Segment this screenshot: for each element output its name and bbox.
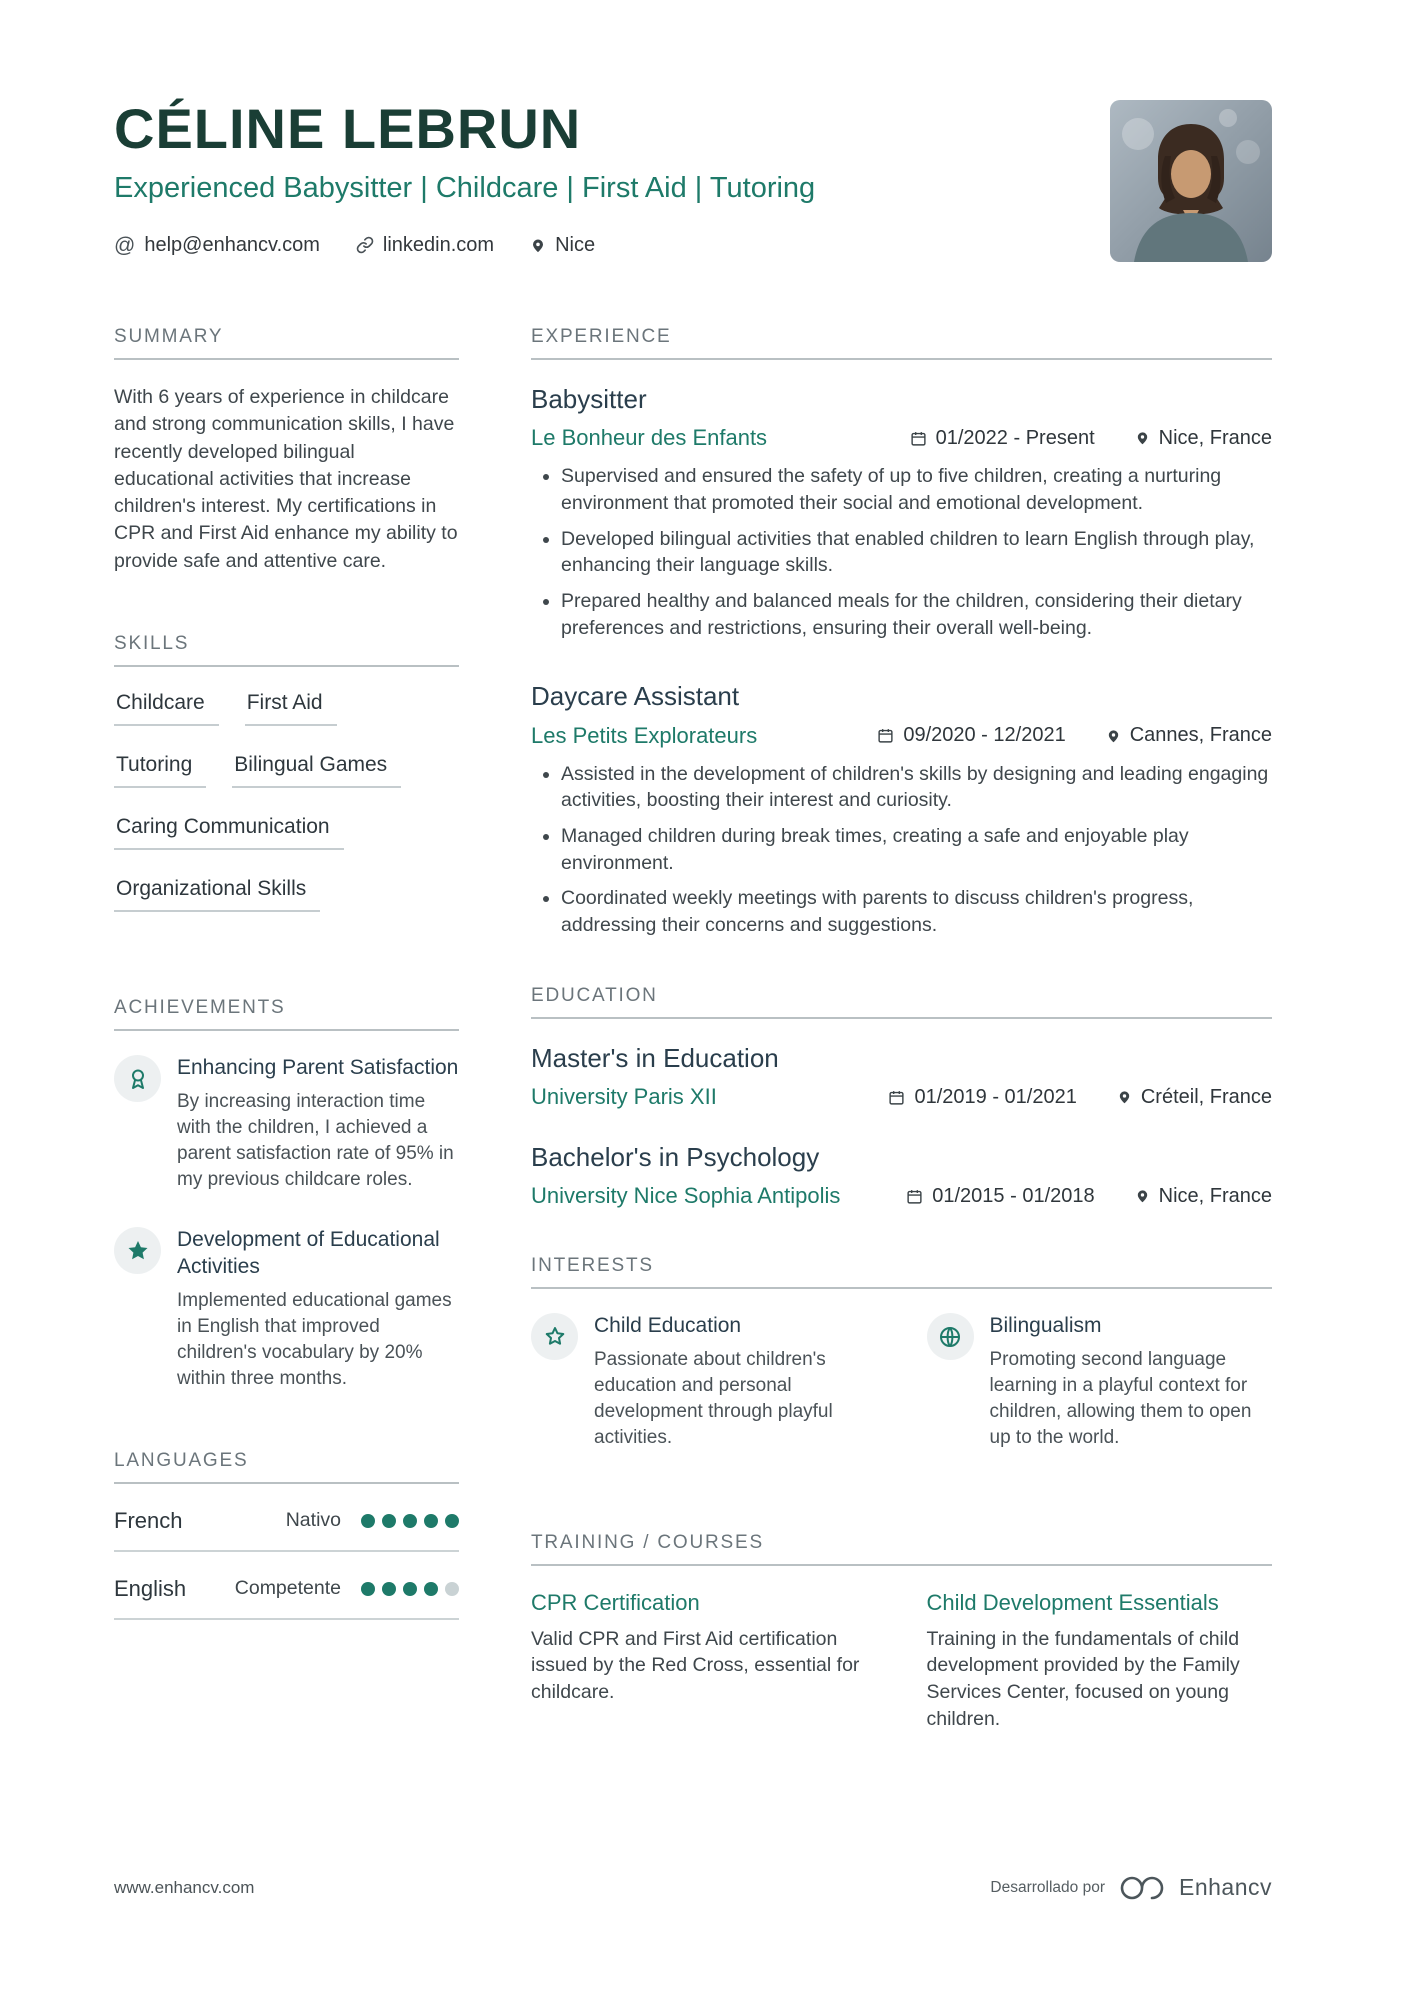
summary-text: With 6 years of experience in childcare and strong communication skills, I have recently developed bilingual educational activities that increase children's interest. My certifications in CPR and First Aid enhance my ability to provide safe and attentive care.: [114, 386, 458, 572]
linkedin-text: linkedin.com: [382, 233, 495, 256]
experience-item: [531, 681, 1272, 938]
education-section: [531, 985, 1272, 1209]
interests-section: [531, 1255, 1272, 1485]
powered-by: [990, 1874, 1272, 1901]
experience-bullet: • Prepared healthy and balanced meals for the children, considering their dietary preferences and restrictions, ensuring their overall well-being.: [561, 588, 1272, 641]
location-icon: [1135, 1187, 1150, 1205]
skill-item: Childcare: [114, 691, 219, 726]
training-section: [531, 1532, 1272, 1733]
interest-text: Passionate about children's education and personal development through playful activities.: [594, 1349, 833, 1449]
language-level: Competente: [234, 1577, 341, 1600]
skills-list: [114, 691, 459, 939]
experience-bullet: • Developed bilingual activities that enabled children to learn English through play, enhancing their language skills.: [561, 526, 1272, 579]
language-row: [114, 1576, 459, 1620]
achievement-title: Enhancing Parent Satisfaction: [177, 1056, 459, 1080]
job-location-text: Nice, France: [1158, 426, 1272, 449]
job-company: Le Bonheur des Enfants: [531, 425, 768, 451]
job-role: Babysitter: [531, 384, 647, 414]
right-column: [531, 326, 1272, 1778]
course-title: Child Development Essentials: [926, 1589, 1219, 1615]
person-name: CÉLINE LEBRUN: [114, 97, 582, 160]
location-icon: [530, 236, 546, 255]
location-text: Nice: [555, 233, 596, 256]
interest-title: Bilingualism: [989, 1314, 1102, 1338]
interest-item: [531, 1313, 877, 1451]
skill-item: Bilingual Games: [232, 753, 401, 788]
experience-section: [531, 326, 1272, 939]
job-location: [1135, 427, 1272, 450]
education-heading: EDUCATION: [531, 985, 1272, 1019]
star-badge-icon: [531, 1313, 578, 1360]
languages-section: [114, 1450, 459, 1620]
header: [114, 97, 1272, 262]
interests-grid: [531, 1313, 1272, 1485]
course-text: Training in the fundamentals of child development provided by the Family Services Center, focused on young children.: [926, 1627, 1240, 1730]
person-headline: Experienced Babysitter | Childcare | First Aid | Tutoring: [114, 171, 816, 204]
education-location: [1117, 1086, 1272, 1109]
language-name: French: [114, 1507, 183, 1533]
summary-heading: SUMMARY: [114, 326, 459, 360]
job-company: Les Petits Explorateurs: [531, 722, 758, 748]
left-column: [114, 326, 459, 1778]
skill-item: First Aid: [245, 691, 337, 726]
interest-text: Promoting second language learning in a playful context for children, allowing them to open up to the world.: [989, 1349, 1252, 1449]
experience-bullet: • Supervised and ensured the safety of up to five children, creating a nurturing environment that promoted their social and emotional development.: [561, 463, 1272, 516]
calendar-icon: [906, 1188, 923, 1205]
interest-item: [927, 1313, 1273, 1451]
job-meta: [531, 425, 1272, 451]
calendar-icon: [910, 430, 927, 447]
enhancv-brand-text: Enhancv: [1178, 1874, 1272, 1900]
course-title: CPR Certification: [531, 1589, 700, 1615]
header-text-block: [114, 97, 816, 257]
achievements-heading: ACHIEVEMENTS: [114, 997, 459, 1031]
job-bullets: [531, 761, 1272, 939]
education-item: [531, 1043, 1272, 1110]
interest-body: [990, 1313, 1273, 1451]
content-columns: [114, 326, 1272, 1778]
school-name: University Paris XII: [531, 1084, 717, 1109]
location-contact: [530, 234, 595, 257]
education-dates: [906, 1185, 1094, 1208]
language-proficiency-dots: [361, 1582, 459, 1596]
footer: [114, 1874, 1272, 1901]
location-icon: [1117, 1088, 1132, 1106]
course-item: [531, 1590, 877, 1733]
interest-title: Child Education: [594, 1314, 742, 1338]
profile-photo: [1110, 100, 1272, 262]
experience-bullet: • Assisted in the development of children's skills by designing and leading engaging activities, boosting their interest and curiosity.: [561, 761, 1272, 814]
email-text: help@enhancv.com: [144, 233, 320, 256]
language-name: English: [114, 1575, 187, 1601]
course-text: Valid CPR and First Aid certification issued by the Red Cross, essential for childcare.: [531, 1627, 860, 1703]
education-dates-text: 01/2019 - 01/2021: [914, 1085, 1077, 1108]
achievement-body: [177, 1227, 459, 1392]
achievement-body: [177, 1055, 459, 1193]
at-icon: @: [114, 233, 136, 257]
achievement-item: [114, 1055, 459, 1193]
experience-bullet: • Managed children during break times, creating a safe and enjoyable play environment.: [561, 823, 1272, 876]
footer-website-link[interactable]: www.enhancv.com: [114, 1877, 255, 1897]
portrait-image: [1110, 100, 1272, 262]
job-dates: [877, 724, 1065, 747]
training-grid: [531, 1590, 1272, 1733]
globe-icon: [927, 1313, 974, 1360]
education-item: [531, 1142, 1272, 1209]
experience-heading: EXPERIENCE: [531, 326, 1272, 360]
degree-title: Master's in Education: [531, 1042, 779, 1073]
education-location-text: Nice, France: [1158, 1184, 1272, 1207]
job-dates-text: 01/2022 - Present: [935, 426, 1095, 449]
job-location-text: Cannes, France: [1129, 724, 1272, 747]
achievement-title: Development of Educational Activities: [177, 1228, 440, 1278]
powered-by-label: Desarrollado por: [990, 1878, 1105, 1896]
job-dates-text: 09/2020 - 12/2021: [903, 724, 1066, 747]
language-row: [114, 1508, 459, 1552]
email-contact[interactable]: [114, 234, 320, 257]
education-meta: [531, 1084, 1272, 1110]
job-dates: [910, 427, 1095, 450]
course-item: [927, 1590, 1273, 1733]
languages-heading: LANGUAGES: [114, 1450, 459, 1484]
experience-bullet: • Coordinated weekly meetings with parents to discuss children's progress, addressing their concerns and suggestions.: [561, 885, 1272, 938]
linkedin-contact[interactable]: [356, 234, 494, 257]
interests-heading: INTERESTS: [531, 1255, 1272, 1289]
achievement-text: By increasing interaction time with the children, I achieved a parent satisfaction rate of 95% in my previous childcare roles.: [177, 1091, 454, 1191]
training-heading: TRAINING / COURSES: [531, 1532, 1272, 1566]
link-icon: [356, 236, 374, 254]
achievements-section: [114, 997, 459, 1392]
achievement-text: Implemented educational games in English that improved children's vocabulary by 20% within three months.: [177, 1289, 452, 1389]
education-meta: [531, 1183, 1272, 1209]
education-dates: [888, 1086, 1076, 1109]
summary-section: [114, 326, 459, 575]
skills-section: [114, 633, 459, 939]
education-location-text: Créteil, France: [1140, 1085, 1272, 1108]
job-bullets: [531, 463, 1272, 641]
skill-item: Caring Communication: [114, 815, 344, 850]
star-icon: [114, 1227, 161, 1274]
location-icon: [1135, 429, 1150, 447]
skill-item: Organizational Skills: [114, 877, 320, 912]
ribbon-award-icon: [114, 1055, 161, 1102]
experience-item: [531, 384, 1272, 641]
job-meta: [531, 723, 1272, 749]
contact-row: [114, 234, 815, 257]
education-dates-text: 01/2015 - 01/2018: [932, 1184, 1095, 1207]
calendar-icon: [877, 727, 894, 744]
location-icon: [1106, 727, 1121, 745]
job-role: Daycare Assistant: [531, 681, 740, 712]
enhancv-logo-icon: [1119, 1876, 1165, 1900]
calendar-icon: [888, 1089, 905, 1106]
language-proficiency-dots: [361, 1514, 459, 1528]
job-location: [1106, 724, 1272, 747]
education-location: [1135, 1185, 1272, 1208]
degree-title: Bachelor's in Psychology: [531, 1142, 820, 1172]
skill-item: Tutoring: [114, 753, 206, 788]
school-name: University Nice Sophia Antipolis: [531, 1183, 841, 1209]
interest-body: [594, 1313, 877, 1451]
achievement-item: [114, 1227, 459, 1392]
skills-heading: SKILLS: [114, 633, 459, 667]
language-level: Nativo: [285, 1509, 341, 1532]
